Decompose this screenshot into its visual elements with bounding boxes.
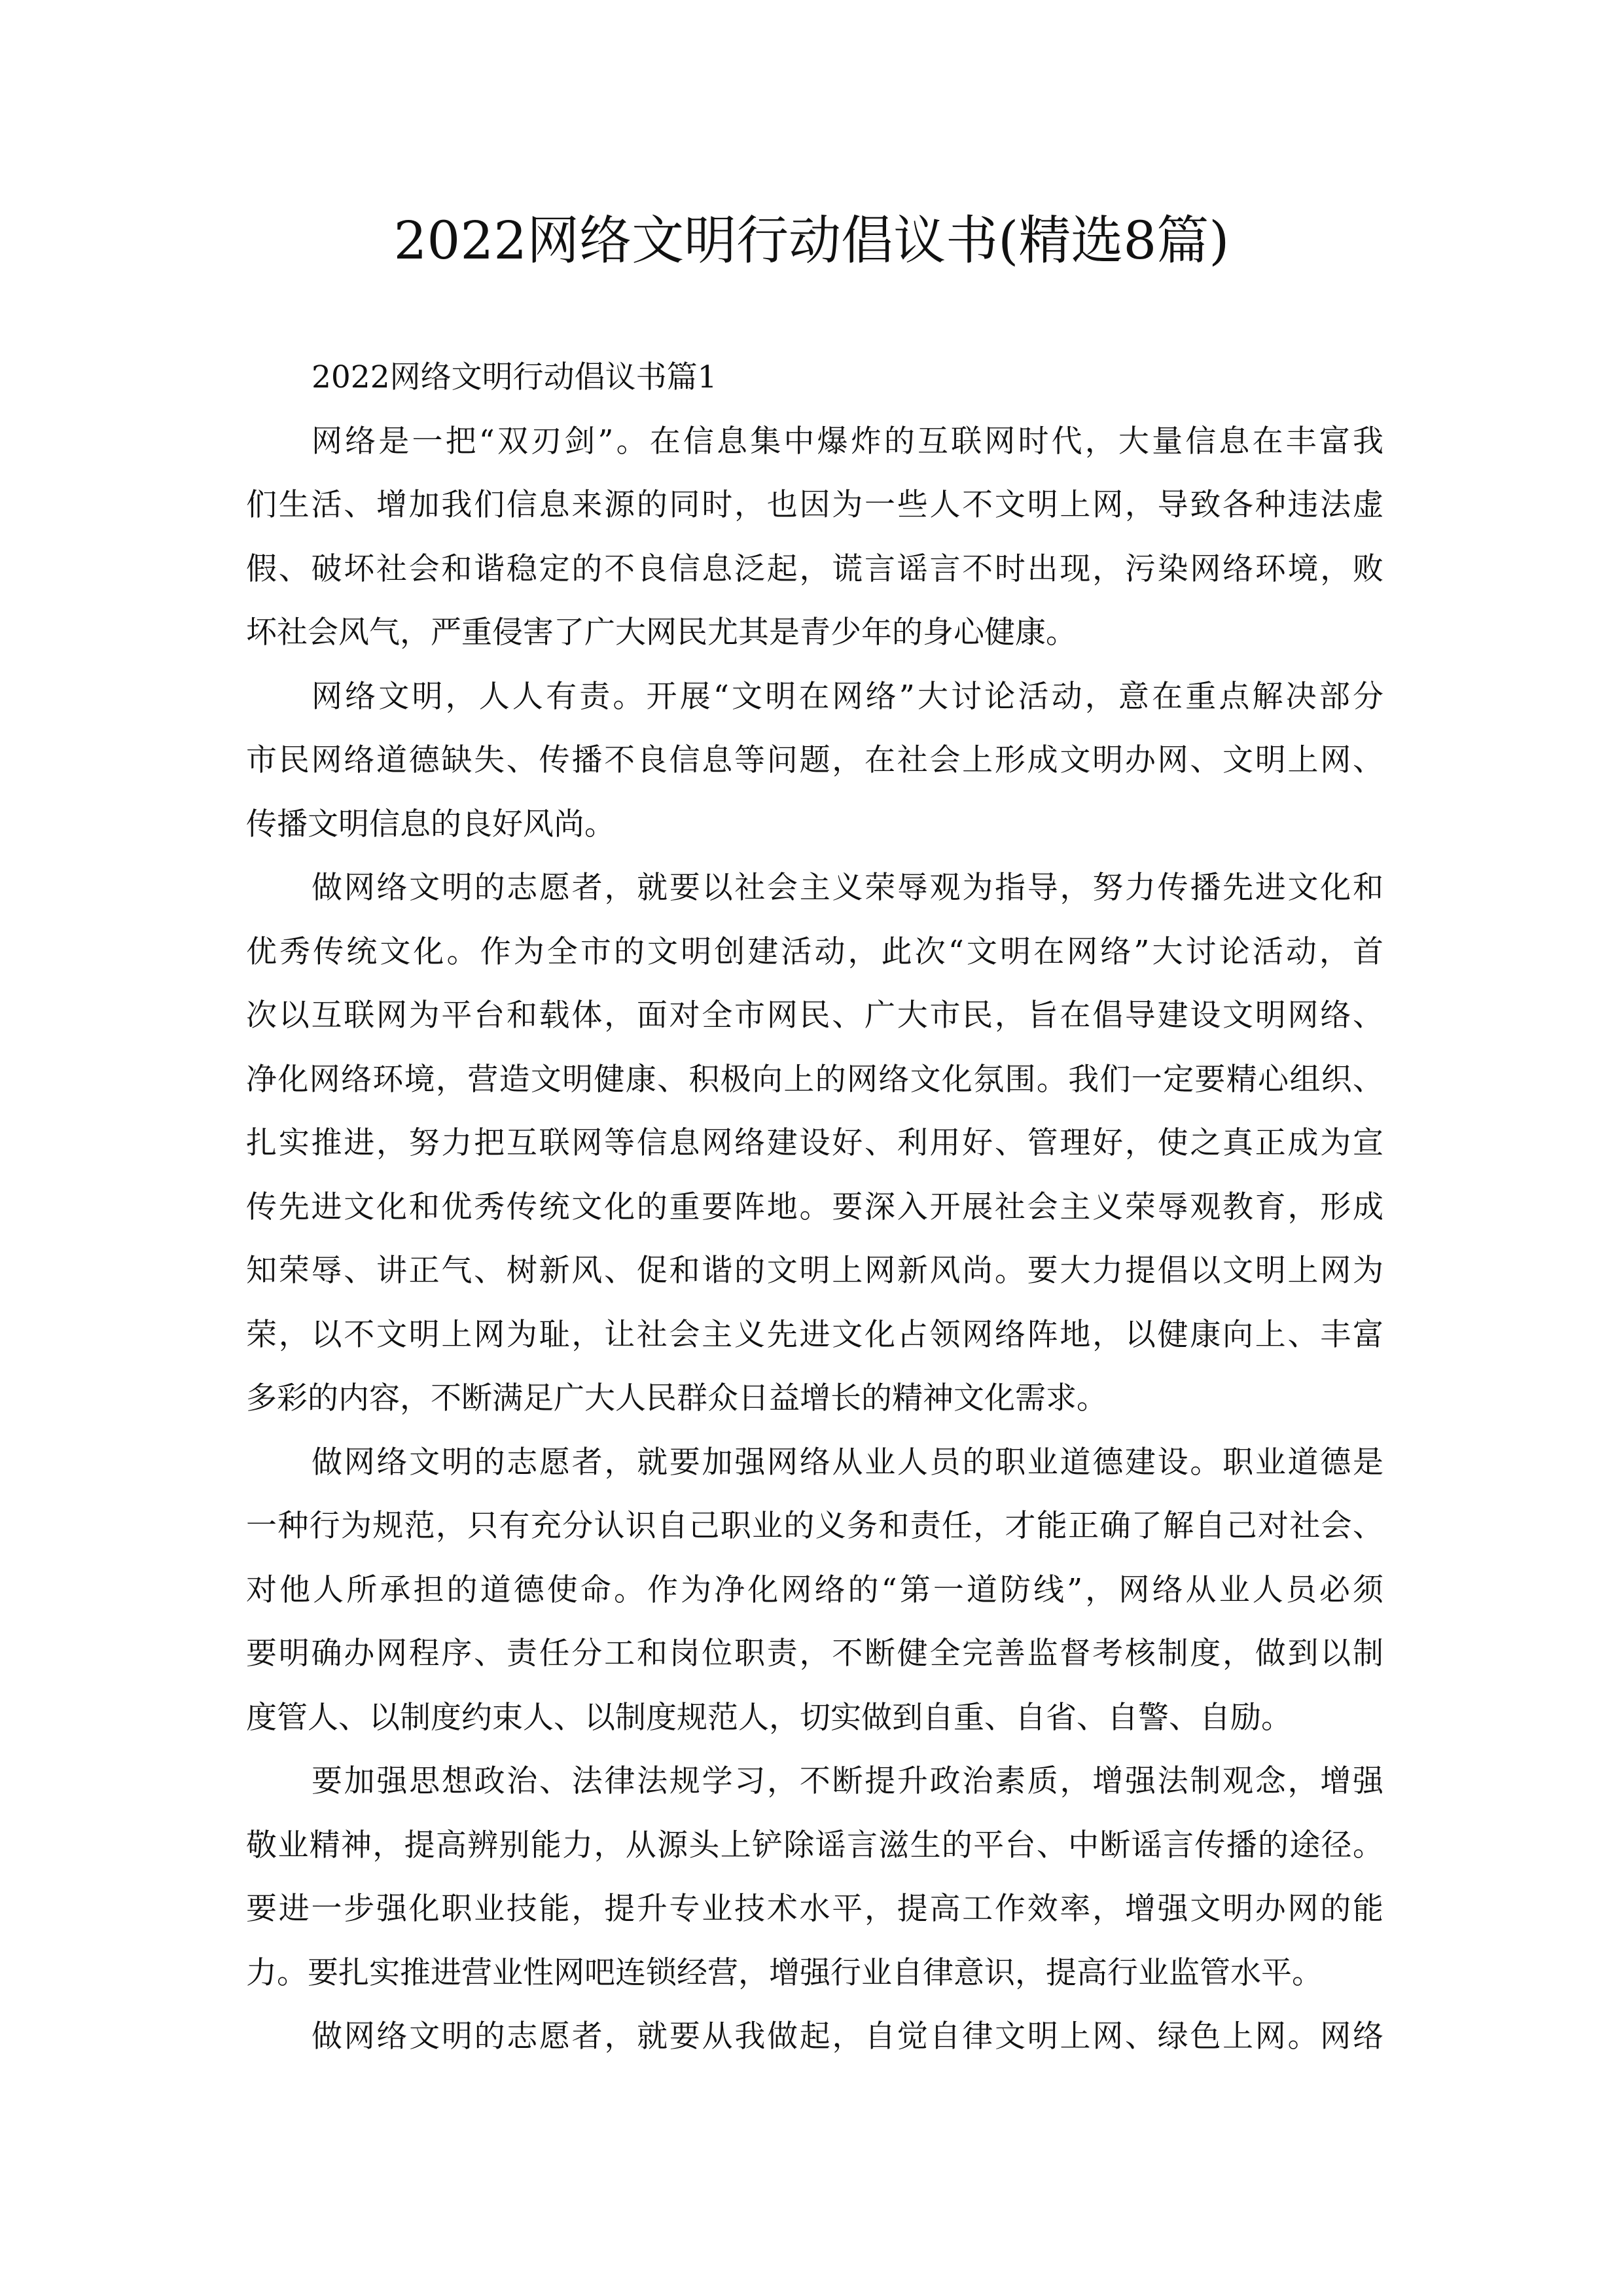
text-line: 传先进文化和优秀传统文化的重要阵地。要深入开展社会主义荣辱观教育，形成 (246, 1189, 1383, 1225)
text-line: 做网络文明的志愿者，就要以社会主义荣辱观为指导，努力传播先进文化和 (312, 870, 1383, 906)
text-line: 做网络文明的志愿者，就要加强网络从业人员的职业道德建设。职业道德是 (312, 1444, 1383, 1480)
text-line: 假、破坏社会和谐稳定的不良信息泛起，谎言谣言不时出现，污染网络环境，败 (246, 550, 1383, 587)
text-line: 要加强思想政治、法律法规学习，不断提升政治素质，增强法制观念，增强 (312, 1763, 1383, 1799)
paragraph (246, 1431, 1383, 1750)
paragraph (246, 410, 1383, 665)
text-line: 对他人所承担的道德使命。作为净化网络的“第一道防线”，网络从业人员必须 (246, 1571, 1383, 1608)
paragraph (246, 2005, 1383, 2069)
paragraph (246, 665, 1383, 857)
text-line: 要明确办网程序、责任分工和岗位职责，不断健全完善监督考核制度，做到以制 (246, 1636, 1383, 1672)
text-line: 们生活、增加我们信息来源的同时，也因为一些人不文明上网，导致各种违法虚 (246, 487, 1383, 523)
text-line: 要进一步强化职业技能，提升专业技术水平，提高工作效率，增强文明办网的能 (246, 1891, 1383, 1927)
section-heading (246, 346, 1383, 410)
text-line: 度管人、以制度约束人、以制度规范人，切实做到自重、自省、自警、自励。 (246, 1699, 1292, 1736)
text-line: 做网络文明的志愿者，就要从我做起，自觉自律文明上网、绿色上网。网络 (312, 2018, 1383, 2054)
document-title: 2022网络文明行动倡议书(精选8篇) (393, 210, 1230, 271)
text-line: 扎实推进，努力把互联网等信息网络建设好、利用好、管理好，使之真正成为宣 (246, 1125, 1383, 1161)
paragraph (246, 1749, 1383, 2005)
paragraph (246, 856, 1383, 1431)
text-line: 网络文明，人人有责。开展“文明在网络”大讨论活动，意在重点解决部分 (312, 678, 1383, 715)
document-body (246, 346, 1383, 2069)
text-line: 优秀传统文化。作为全市的文明创建活动，此次“文明在网络”大讨论活动，首 (246, 933, 1383, 970)
text-line: 市民网络道德缺失、传播不良信息等问题，在社会上形成文明办网、文明上网、 (246, 742, 1383, 778)
text-line: 多彩的内容，不断满足广大人民群众日益增长的精神文化需求。 (246, 1380, 1107, 1416)
text-line: 知荣辱、讲正气、树新风、促和谐的文明上网新风尚。要大力提倡以文明上网为 (246, 1253, 1383, 1289)
text-line: 力。要扎实推进营业性网吧连锁经营，增强行业自律意识，提高行业监管水平。 (246, 1954, 1323, 1991)
text-line: 坏社会风气，严重侵害了广大网民尤其是青少年的身心健康。 (246, 615, 1077, 651)
text-line: 净化网络环境，营造文明健康、积极向上的网络文化氛围。我们一定要精心组织、 (246, 1061, 1383, 1098)
text-line: 荣，以不文明上网为耻，让社会主义先进文化占领网络阵地，以健康向上、丰富 (246, 1316, 1383, 1353)
text-line: 网络是一把“双刃剑”。在信息集中爆炸的互联网时代，大量信息在丰富我 (312, 423, 1383, 459)
text-line: 一种行为规范，只有充分认识自己职业的义务和责任，才能正确了解自己对社会、 (246, 1508, 1383, 1544)
text-line: 传播文明信息的良好风尚。 (246, 806, 615, 842)
text-line: 2022网络文明行动倡议书篇1 (312, 359, 717, 395)
text-line: 次以互联网为平台和载体，面对全市网民、广大市民，旨在倡导建设文明网络、 (246, 997, 1383, 1033)
text-line: 敬业精神，提高辨别能力，从源头上铲除谣言滋生的平台、中断谣言传播的途径。 (246, 1827, 1383, 1863)
